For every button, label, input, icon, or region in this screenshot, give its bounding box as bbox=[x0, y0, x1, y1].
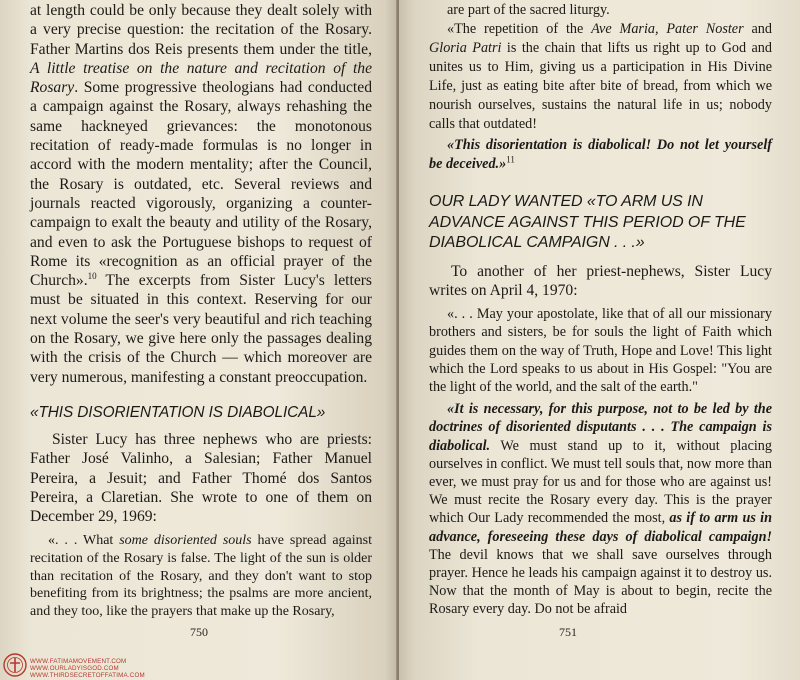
quote-campaign: «It is necessary, for this purpose, not to be led by the doctrines of disoriented disputants . . . The campaign is diabolical. We must stand up to it, without placing ourselves in conflict. We must tell souls that, now more than ever, we must pray for us and for those who are against us! We must recite the Rosary every day. This is the prayer which Our Lady recommended the most, as if to arm us in advance, foreseeing these days of diabolical campaign! The devil knows that we shall save ourselves through prayer. Hence he leads his campaign against it to destroy us. Now that the month of May is about to begin, recite the Rosary every day. Do not be afraid bbox=[429, 401, 772, 618]
section-heading-disorientation: «THIS DISORIENTATION IS DIABOLICAL» bbox=[30, 403, 326, 421]
footnote-ref-11: 11 bbox=[506, 154, 515, 165]
page-number-left: 750 bbox=[190, 625, 208, 639]
quote-apostolate: «. . . May your apostolate, like that of all our missionary brothers and sisters, be for souls the light of Faith which guides them on the way of Truth, Hope and Love! This light which the Lord speaks to us about in His Gospel: "You are the light of the world, and the salt of the earth." bbox=[429, 306, 772, 395]
footnote-ref-10: 10 bbox=[87, 270, 97, 281]
right-paragraph-1: To another of her priest-nephews, Sister Lucy writes on April 4, 1970: bbox=[429, 262, 772, 299]
left-paragraph-1: at length could be only because they dealt solely with a very precise question: the recitation of the Rosary. Father Martins dos Reis presents them under the title, A little treatise on the nature and recitation of the Rosary. Some progressive theologians had conducted a campaign against the Rosary, always rehashing the same hackneyed grievances: the monotonous recitation of ready-made formulas is no longer in accord with the modern mentality; after the Council, the Rosary is outdated, etc. Several reviews and journals reacted vigorously, organizing a counter-campaign to exalt the beauty and utility of the Rosary, and even to ask the Portuguese bishops to request of Rome its «recognition as an official prayer of the Church».$^{10}$ The excerpts from Sister Lucy's letters must be situated in this context. Reserving for our next volume the seer's very beautiful and rich teaching on the Rosary, we give here only the passages dealing with the crisis of the Church — which moreover are very numerous, manifesting a constant preoccupation. bbox=[30, 2, 372, 386]
left-paragraph-2: Sister Lucy has three nephews who are priests: Father José Valinho, a Salesian; Father Manuel Pereira, a Jesuit; and Father Thomé dos Santos Pereira, a Claretian. She wrote to one of them on December 29, 1969: bbox=[30, 430, 372, 526]
seal-logo-icon bbox=[2, 652, 28, 678]
page-number-right: 751 bbox=[559, 625, 577, 639]
footer-links bbox=[30, 658, 145, 679]
footer-link-1[interactable]: WWW.FATIMAMOVEMENT.COM bbox=[30, 658, 127, 665]
treatise-title: A little treatise on the nature and recitation of the Rosary bbox=[30, 59, 372, 97]
right-quote-2 bbox=[429, 305, 772, 618]
quote-continuation: are part of the sacred liturgy. bbox=[447, 2, 610, 18]
right-page bbox=[399, 0, 800, 680]
section-heading-our-lady: OUR LADY WANTED «TO ARM US IN ADVANCE AGAINST THIS PERIOD OF THE DIABOLICAL CAMPAIGN . . .» bbox=[429, 193, 746, 251]
quote-repetition: «The repetition of the Ave Maria, Pater Noster and Gloria Patri is the chain that lifts us right up to God and unites us to Him, giving us a participation in His Divine Life, just as eating bite after bite of bread, from which we nourish ourselves, sustains the natural life in us; nobody calls that outdated! bbox=[429, 21, 772, 132]
left-quote: «. . . What some disoriented souls have spread against recitation of the Rosary is false. The light of the sun is older than recitation of the Rosary, and they don't want to stop benefiting from its brightness; the psalms are more ancient, and they too, like the prayers that make up the Rosary, bbox=[30, 533, 372, 619]
quote-emphasis: some disoriented souls bbox=[119, 533, 252, 549]
footer-link-2[interactable]: WWW.OURLADYISGOD.COM bbox=[30, 665, 119, 672]
left-page bbox=[0, 0, 397, 680]
right-page-text bbox=[429, 1, 772, 619]
left-page-text bbox=[30, 1, 372, 620]
footer-link-3[interactable]: WWW.THIRDSECRETOFFATIMA.COM bbox=[30, 672, 145, 679]
right-quote-1 bbox=[429, 1, 772, 174]
quote-disorientation: «This disorientation is diabolical! Do not let yourself be deceived.»$^{11}$ bbox=[429, 137, 772, 172]
